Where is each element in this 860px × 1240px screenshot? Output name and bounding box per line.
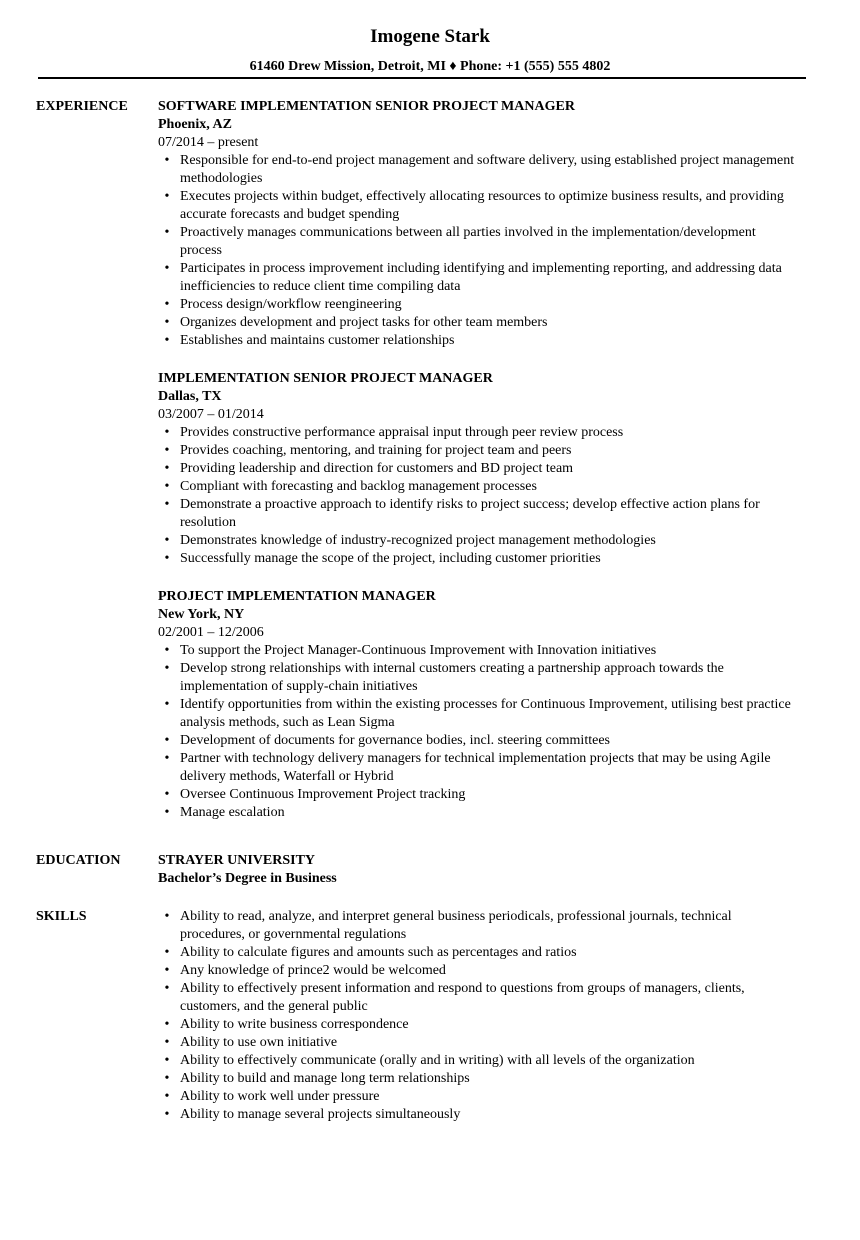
bullet-icon: • bbox=[164, 733, 170, 748]
list-item-text: Providing leadership and direction for customers and BD project team bbox=[180, 461, 574, 476]
list-item bbox=[158, 478, 798, 496]
bullet-icon: • bbox=[164, 909, 170, 924]
list-item bbox=[158, 188, 798, 224]
list-item-text: Ability to build and manage long term relationships bbox=[180, 1071, 470, 1086]
list-item-text: Ability to use own initiative bbox=[180, 1035, 338, 1050]
bullet-icon: • bbox=[164, 261, 170, 276]
list-item bbox=[158, 732, 798, 750]
bullet-icon: • bbox=[164, 551, 170, 566]
list-item bbox=[158, 296, 798, 314]
list-item bbox=[158, 442, 798, 460]
bullet-icon: • bbox=[164, 479, 170, 494]
bullet-icon: • bbox=[164, 225, 170, 240]
list-item bbox=[158, 550, 798, 568]
list-item-text: Provides coaching, mentoring, and training for project team and peers bbox=[180, 443, 572, 458]
bullet-icon: • bbox=[164, 1035, 170, 1050]
job-title: PROJECT IMPLEMENTATION MANAGER bbox=[158, 589, 436, 604]
list-item-text: Proactively manages communications between all parties involved in the implementation/development process bbox=[180, 225, 756, 258]
list-item-text: To support the Project Manager-Continuous Improvement with Innovation initiatives bbox=[180, 643, 657, 658]
job-bullets bbox=[158, 642, 798, 822]
bullet-icon: • bbox=[164, 1071, 170, 1086]
list-item-text: Organizes development and project tasks for other team members bbox=[180, 315, 548, 330]
bullet-icon: • bbox=[164, 945, 170, 960]
list-item-text: Ability to effectively communicate (orally and in writing) with all levels of the organization bbox=[180, 1053, 695, 1068]
list-item-text: Ability to calculate figures and amounts such as percentages and ratios bbox=[180, 945, 577, 960]
skills-label: SKILLS bbox=[36, 909, 87, 924]
bullet-icon: • bbox=[164, 751, 170, 766]
degree: Bachelor’s Degree in Business bbox=[158, 871, 337, 886]
bullet-icon: • bbox=[164, 1089, 170, 1104]
job-location: Dallas, TX bbox=[158, 389, 222, 404]
list-item bbox=[158, 1052, 798, 1070]
job-title: IMPLEMENTATION SENIOR PROJECT MANAGER bbox=[158, 371, 493, 386]
list-item-text: Development of documents for governance bodies, incl. steering committees bbox=[180, 733, 610, 748]
bullet-icon: • bbox=[164, 963, 170, 978]
list-item bbox=[158, 496, 798, 532]
list-item-text: Executes projects within budget, effectively allocating resources to optimize business results, and providing accurate forecasts and budget spending bbox=[180, 189, 784, 222]
list-item-text: Responsible for end-to-end project management and software delivery, using established project management methodologies bbox=[180, 153, 795, 186]
job-dates: 02/2001 – 12/2006 bbox=[158, 625, 264, 640]
bullet-icon: • bbox=[164, 497, 170, 512]
list-item-text: Any knowledge of prince2 would be welcomed bbox=[180, 963, 446, 978]
bullet-icon: • bbox=[164, 189, 170, 204]
bullet-icon: • bbox=[164, 533, 170, 548]
list-item bbox=[158, 314, 798, 332]
list-item-text: Ability to work well under pressure bbox=[180, 1089, 380, 1104]
list-item bbox=[158, 980, 798, 1016]
bullet-icon: • bbox=[164, 643, 170, 658]
list-item bbox=[158, 1034, 798, 1052]
list-item bbox=[158, 1106, 798, 1124]
list-item-text: Establishes and maintains customer relationships bbox=[180, 333, 455, 348]
bullet-icon: • bbox=[164, 1017, 170, 1032]
bullet-icon: • bbox=[164, 333, 170, 348]
job-title: SOFTWARE IMPLEMENTATION SENIOR PROJECT MANAGER bbox=[158, 99, 575, 114]
bullet-icon: • bbox=[164, 425, 170, 440]
bullet-icon: • bbox=[164, 661, 170, 676]
list-item bbox=[158, 260, 798, 296]
job-location: Phoenix, AZ bbox=[158, 117, 232, 132]
job-dates: 03/2007 – 01/2014 bbox=[158, 407, 264, 422]
bullet-icon: • bbox=[164, 697, 170, 712]
bullet-icon: • bbox=[164, 787, 170, 802]
list-item bbox=[158, 460, 798, 478]
job-bullets bbox=[158, 152, 798, 350]
list-item-text: Participates in process improvement including identifying and implementing reporting, and addressing data inefficiencies to reduce client time compiling data bbox=[180, 261, 782, 294]
header-divider bbox=[38, 77, 806, 79]
list-item bbox=[158, 786, 798, 804]
job-entry bbox=[158, 370, 798, 568]
list-item bbox=[158, 962, 798, 980]
list-item bbox=[158, 1070, 798, 1088]
bullet-icon: • bbox=[164, 461, 170, 476]
list-item-text: Process design/workflow reengineering bbox=[180, 297, 402, 312]
school-name: STRAYER UNIVERSITY bbox=[158, 853, 316, 868]
list-item-text: Ability to manage several projects simultaneously bbox=[180, 1107, 461, 1122]
bullet-icon: • bbox=[164, 805, 170, 820]
list-item bbox=[158, 224, 798, 260]
list-item-text: Ability to read, analyze, and interpret general business periodicals, professional journals, technical procedures, or governmental regulations bbox=[180, 909, 732, 942]
list-item bbox=[158, 1088, 798, 1106]
list-item-text: Manage escalation bbox=[180, 805, 285, 820]
list-item-text: Demonstrates knowledge of industry-recognized project management methodologies bbox=[180, 533, 656, 548]
bullet-icon: • bbox=[164, 153, 170, 168]
list-item-text: Develop strong relationships with internal customers creating a partnership approach towards the implementation of supply-chain initiatives bbox=[180, 661, 724, 694]
skills-body bbox=[158, 908, 798, 1124]
list-item bbox=[158, 804, 798, 822]
list-item bbox=[158, 660, 798, 696]
education-label: EDUCATION bbox=[36, 853, 121, 868]
experience-body bbox=[158, 98, 798, 842]
job-entry bbox=[158, 588, 798, 822]
bullet-icon: • bbox=[164, 443, 170, 458]
job-dates: 07/2014 – present bbox=[158, 135, 259, 150]
list-item-text: Partner with technology delivery managers for technical implementation projects that may be using Agile delivery methods, Waterfall or Hybrid bbox=[180, 751, 771, 784]
list-item bbox=[158, 152, 798, 188]
job-entry bbox=[158, 98, 798, 350]
list-item bbox=[158, 332, 798, 350]
bullet-icon: • bbox=[164, 315, 170, 330]
list-item-text: Successfully manage the scope of the project, including customer priorities bbox=[180, 551, 601, 566]
bullet-icon: • bbox=[164, 1053, 170, 1068]
candidate-name: Imogene Stark bbox=[370, 26, 490, 47]
list-item-text: Oversee Continuous Improvement Project tracking bbox=[180, 787, 466, 802]
bullet-icon: • bbox=[164, 981, 170, 996]
list-item bbox=[158, 532, 798, 550]
job-bullets bbox=[158, 424, 798, 568]
skills-list bbox=[158, 908, 798, 1124]
list-item-text: Provides constructive performance appraisal input through peer review process bbox=[180, 425, 624, 440]
list-item bbox=[158, 1016, 798, 1034]
bullet-icon: • bbox=[164, 1107, 170, 1122]
list-item bbox=[158, 696, 798, 732]
job-location: New York, NY bbox=[158, 607, 245, 622]
list-item bbox=[158, 750, 798, 786]
experience-label: EXPERIENCE bbox=[36, 99, 128, 114]
list-item bbox=[158, 908, 798, 944]
list-item bbox=[158, 424, 798, 442]
contact-line: 61460 Drew Mission, Detroit, MI ♦ Phone: +1 (555) 555 4802 bbox=[249, 59, 611, 74]
list-item bbox=[158, 944, 798, 962]
list-item bbox=[158, 642, 798, 660]
list-item-text: Ability to effectively present information and respond to questions from groups of managers, clients, customers, and the general public bbox=[180, 981, 745, 1014]
bullet-icon: • bbox=[164, 297, 170, 312]
list-item-text: Demonstrate a proactive approach to identify risks to project success; develop effective action plans for resolution bbox=[180, 497, 760, 530]
education-body bbox=[158, 852, 798, 888]
list-item-text: Identify opportunities from within the existing processes for Continuous Improvement, utilising best practice analysis methods, such as Lean Sigma bbox=[180, 697, 791, 730]
list-item-text: Compliant with forecasting and backlog management processes bbox=[180, 479, 537, 494]
list-item-text: Ability to write business correspondence bbox=[180, 1017, 409, 1032]
